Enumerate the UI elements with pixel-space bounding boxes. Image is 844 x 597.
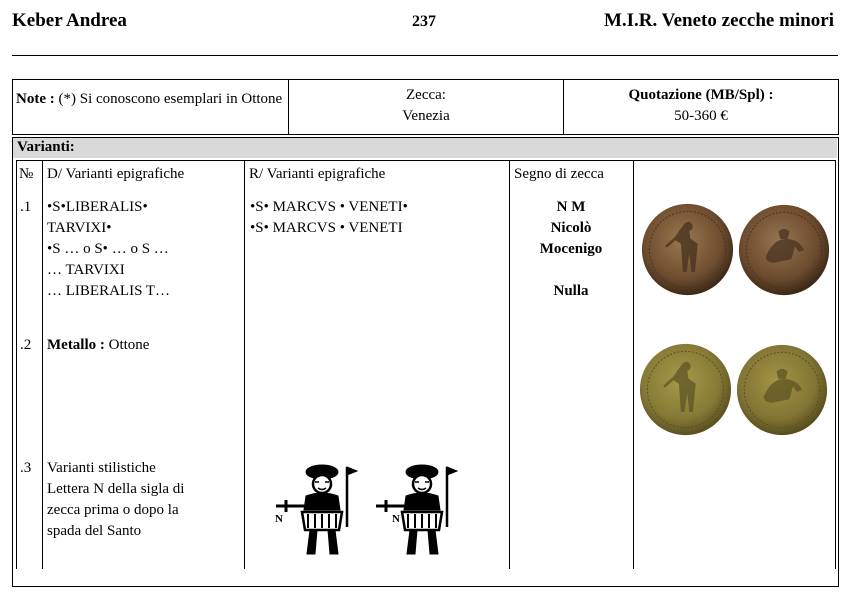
column-divider — [42, 161, 43, 569]
row-number: .2 — [20, 337, 32, 353]
row-number: .3 — [20, 460, 32, 476]
legend-line: … LIBERALIS T… — [47, 283, 171, 299]
info-divider — [288, 80, 289, 134]
column-divider — [633, 161, 634, 569]
style-variants — [47, 458, 184, 542]
description-line: zecca prima o dopo la — [47, 502, 179, 518]
legend-line: •S•LIBERALIS• — [47, 199, 148, 215]
quotazione-value: 50-360 € — [674, 108, 728, 124]
coin-reverse-image — [736, 344, 828, 436]
note-label: Note : — [16, 91, 55, 107]
varianti-header-bar — [13, 138, 837, 158]
segno-line: N M — [556, 199, 586, 215]
author-name: Keber Andrea — [12, 10, 127, 31]
note-text: (*) Si conoscono esemplari in Ottone — [58, 91, 283, 107]
legend-line: … TARVIXI — [47, 262, 125, 278]
page-number: 237 — [412, 13, 436, 30]
segno-di-zecca — [509, 197, 633, 302]
column-divider — [244, 161, 245, 569]
legend-line: •S• MARCVS • VENETI• — [250, 199, 408, 215]
segno-spacer — [509, 260, 633, 281]
coin-reverse-image — [738, 204, 830, 296]
metal-label: Metallo : — [47, 337, 105, 353]
saint-figure-n-after-sword — [372, 462, 464, 558]
legend-line: •S• MARCVS • VENETI — [250, 220, 403, 236]
rovescio-variants — [250, 197, 408, 239]
document-title: M.I.R. Veneto zecche minori — [603, 10, 834, 31]
saint-figure-n-before-sword — [272, 462, 364, 558]
zecca-cell — [290, 85, 562, 127]
legend-line: •S … o S• … o S … — [47, 241, 169, 257]
legend-line: TARVIXI• — [47, 220, 112, 236]
quotazione-cell — [565, 85, 837, 127]
zecca-label: Zecca: — [406, 87, 446, 103]
zecca-value: Venezia — [402, 108, 450, 124]
description-line: spada del Santo — [47, 523, 142, 539]
segno-line: Nulla — [553, 283, 589, 299]
quotazione-label: Quotazione (MB/Spl) : — [628, 87, 774, 103]
column-header-segno: Segno di zecca — [514, 166, 604, 182]
row-number: .1 — [20, 199, 32, 215]
coin-obverse-image — [639, 343, 732, 436]
description-line: Lettera N della sigla di — [47, 481, 185, 497]
column-header-rovescio: R/ Varianti epigrafiche — [249, 166, 386, 182]
header-rule — [12, 55, 838, 56]
note-cell — [16, 89, 284, 110]
figure-letter: N — [275, 513, 283, 525]
segno-line: Nicolò — [550, 220, 592, 236]
coin-obverse-image — [641, 203, 734, 296]
column-header-diritto: D/ Varianti epigrafiche — [47, 166, 185, 182]
segno-line: Mocenigo — [539, 241, 603, 257]
figure-letter: N — [392, 513, 400, 525]
info-divider — [563, 80, 564, 134]
metal-info — [47, 335, 149, 356]
diritto-variants — [47, 197, 170, 302]
description-line: Varianti stilistiche — [47, 460, 156, 476]
column-header-num: № — [19, 166, 34, 182]
varianti-title: Varianti: — [17, 139, 75, 155]
metal-value: Ottone — [108, 337, 150, 353]
